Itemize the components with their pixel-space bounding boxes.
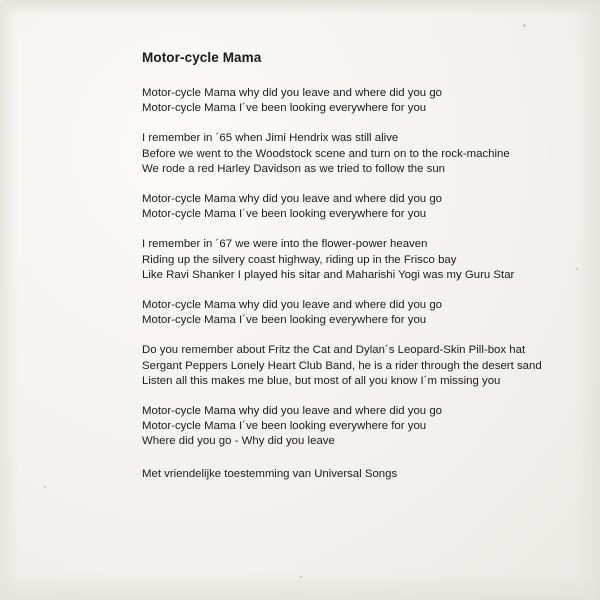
lyrics-stanza [142,343,542,389]
paper-edge-top [0,0,600,16]
lyrics-line: Motor-cycle Mama I´ve been looking everywhere for you [142,420,427,433]
lyrics-line: We rode a red Harley Davidson as we tried to follow the sun [142,162,446,175]
lyrics-block [142,50,542,493]
lyrics-line: Sergant Peppers Lonely Heart Club Band, he is a rider through the desert sand [142,359,542,372]
paper-speck [300,576,302,578]
lyrics-line: Motor-cycle Mama why did you leave and where did you go [142,87,443,99]
paper-edge-right [578,0,600,600]
lyrics-stanza [142,298,542,328]
paper-speck [523,24,526,27]
paper-speck [44,486,46,488]
lyrics-line: Riding up the silvery coast highway, riding up in the Frisco bay [142,253,457,266]
lyrics-stanza [142,237,542,283]
paper-speck [576,268,578,270]
lyrics-line: Listen all this makes me blue, but most of all you know I´m missing you [142,374,501,387]
lyrics-line: Before we went to the Woodstock scene and turn on to the rock-machine [142,147,510,160]
publisher-credit: Met vriendelijke toestemming van Universal Songs [142,467,398,480]
lyrics-line: Motor-cycle Mama I´ve been looking everywhere for you [142,314,427,327]
lyrics-line: Motor-cycle Mama why did you leave and where did you go [142,405,443,418]
lyrics-line: Motor-cycle Mama I´ve been looking everywhere for you [142,208,427,221]
lyrics-stanza [142,131,542,177]
page-title: Motor-cycle Mama [142,50,262,65]
lyrics-stanza [142,192,542,222]
lyrics-line: I remember in ´67 we were into the flower-power heaven [142,238,428,251]
lyrics-stanza [142,404,542,450]
lyrics-line: Like Ravi Shanker I played his sitar and Maharishi Yogi was my Guru Star [142,268,515,281]
lyrics-line: Motor-cycle Mama why did you leave and where did you go [142,299,443,312]
paper-edge-bottom [0,574,600,600]
lyrics-line: I remember in ´65 when Jimi Hendrix was still alive [142,132,399,145]
lyrics-line: Motor-cycle Mama I´ve been looking everywhere for you [142,102,427,115]
lyrics-line: Motor-cycle Mama why did you leave and where did you go [142,193,443,206]
paper-edge-left [0,0,18,600]
lyrics-stanza [142,86,542,116]
lyrics-line: Where did you go - Why did you leave [142,435,335,448]
lyrics-line: Do you remember about Fritz the Cat and Dylan´s Leopard-Skin Pill-box hat [142,344,526,357]
